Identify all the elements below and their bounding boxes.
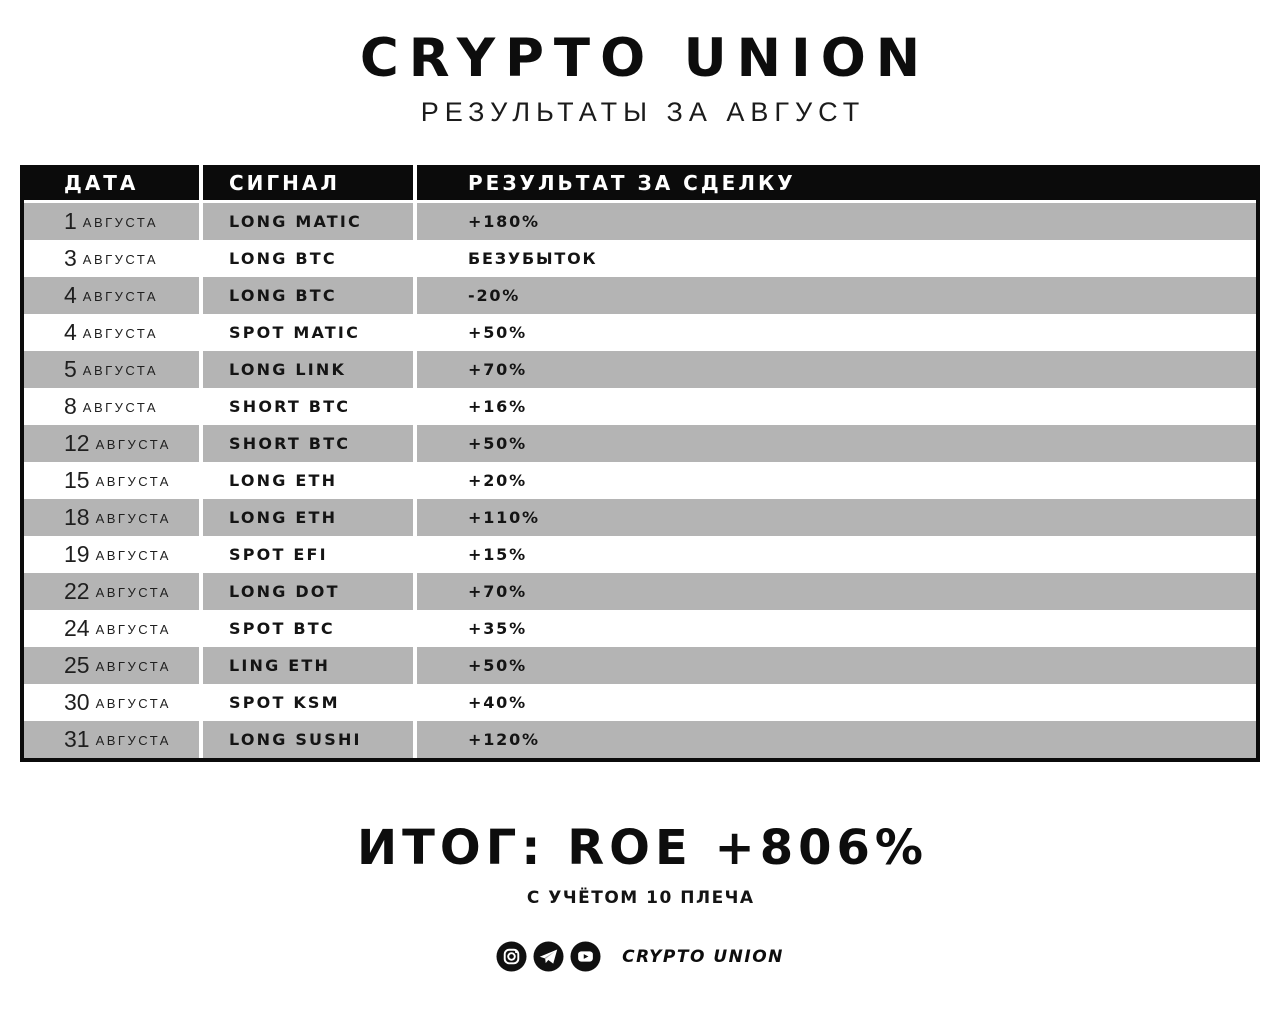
table-header-row — [24, 165, 1256, 203]
date-month: АВГУСТА — [82, 215, 159, 230]
date-month: АВГУСТА — [95, 511, 171, 526]
table-row — [24, 277, 1256, 314]
date-day: 8 — [64, 393, 77, 419]
table-row — [24, 684, 1256, 721]
table-row — [24, 573, 1256, 610]
date-month: АВГУСТА — [95, 696, 171, 711]
signal-cell: SPOT KSM — [203, 684, 417, 721]
date-day: 22 — [64, 578, 90, 604]
date-cell — [24, 388, 203, 425]
result-cell: +70% — [468, 582, 527, 601]
date-day: 3 — [64, 245, 77, 271]
result-cell: +180% — [468, 212, 540, 231]
social-brand: CRYPTO UNION — [622, 946, 784, 967]
result-cell: +16% — [468, 397, 527, 416]
date-cell — [24, 351, 203, 388]
date-cell — [24, 610, 203, 647]
signal-cell: LONG LINK — [203, 351, 417, 388]
date-month: АВГУСТА — [95, 733, 171, 748]
table-body — [24, 203, 1256, 758]
table-row — [24, 425, 1256, 462]
page-subtitle: РЕЗУЛЬТАТЫ ЗА АВГУСТ — [420, 97, 866, 127]
result-cell: -20% — [468, 286, 521, 305]
table-row — [24, 536, 1256, 573]
youtube-icon — [570, 941, 601, 972]
date-day: 31 — [64, 726, 90, 752]
date-day: 25 — [64, 652, 90, 678]
date-month: АВГУСТА — [95, 474, 171, 489]
result-cell: +20% — [468, 471, 527, 490]
column-header-signal: СИГНАЛ — [203, 165, 417, 200]
signal-cell: LONG ETH — [203, 462, 417, 499]
signal-cell: LONG MATIC — [203, 203, 417, 240]
table-row — [24, 647, 1256, 684]
table-row — [24, 203, 1256, 240]
date-day: 4 — [64, 282, 77, 308]
column-header-result: РЕЗУЛЬТАТ ЗА СДЕЛКУ — [468, 170, 796, 195]
result-cell: +15% — [468, 545, 527, 564]
result-cell: +120% — [468, 730, 540, 749]
summary-total: ИТОГ: ROE +806% — [357, 820, 928, 876]
signal-cell: LING ETH — [203, 647, 417, 684]
signal-cell: SHORT BTC — [203, 388, 417, 425]
date-month: АВГУСТА — [82, 326, 159, 341]
date-month: АВГУСТА — [82, 400, 159, 415]
date-day: 1 — [64, 208, 77, 234]
result-cell: +70% — [468, 360, 527, 379]
telegram-icon — [533, 941, 564, 972]
date-day: 15 — [64, 467, 90, 493]
table-row — [24, 388, 1256, 425]
date-day: 4 — [64, 319, 77, 345]
date-cell — [24, 647, 203, 684]
date-cell — [24, 499, 203, 536]
date-day: 12 — [64, 430, 90, 456]
column-header-date: ДАТА — [24, 165, 203, 200]
date-month: АВГУСТА — [95, 437, 171, 452]
date-cell — [24, 277, 203, 314]
date-month: АВГУСТА — [95, 622, 171, 637]
result-cell: +40% — [468, 693, 527, 712]
result-cell: +50% — [468, 434, 527, 453]
results-table — [20, 165, 1260, 762]
date-cell — [24, 314, 203, 351]
date-month: АВГУСТА — [95, 585, 171, 600]
table-row — [24, 462, 1256, 499]
table-row — [24, 499, 1256, 536]
date-cell — [24, 684, 203, 721]
date-day: 19 — [64, 541, 90, 567]
date-day: 5 — [64, 356, 77, 382]
signal-cell: LONG DOT — [203, 573, 417, 610]
date-month: АВГУСТА — [95, 659, 171, 674]
result-cell: БЕЗУБЫТОК — [468, 249, 598, 268]
date-cell — [24, 240, 203, 277]
signal-cell: LONG BTC — [203, 277, 417, 314]
signal-cell: SPOT EFI — [203, 536, 417, 573]
result-cell: +50% — [468, 656, 527, 675]
date-cell — [24, 573, 203, 610]
date-cell — [24, 462, 203, 499]
result-cell: +50% — [468, 323, 527, 342]
table-row — [24, 240, 1256, 277]
date-cell — [24, 721, 203, 758]
result-cell: +35% — [468, 619, 527, 638]
date-cell — [24, 425, 203, 462]
page-title: CRYPTO UNION — [359, 28, 931, 89]
date-day: 24 — [64, 615, 90, 641]
date-day: 18 — [64, 504, 90, 530]
signal-cell: LONG ETH — [203, 499, 417, 536]
signal-cell: SPOT BTC — [203, 610, 417, 647]
table-row — [24, 610, 1256, 647]
date-month: АВГУСТА — [82, 289, 159, 304]
date-cell — [24, 536, 203, 573]
summary-note: С УЧЁТОМ 10 ПЛЕЧА — [526, 888, 755, 908]
result-cell: +110% — [468, 508, 540, 527]
date-day: 30 — [64, 689, 90, 715]
date-month: АВГУСТА — [82, 252, 159, 267]
signal-cell: SHORT BTC — [203, 425, 417, 462]
signal-cell: SPOT MATIC — [203, 314, 417, 351]
table-row — [24, 721, 1256, 758]
table-row — [24, 314, 1256, 351]
table-row — [24, 351, 1256, 388]
date-cell — [24, 203, 203, 240]
signal-cell: LONG BTC — [203, 240, 417, 277]
date-month: АВГУСТА — [82, 363, 159, 378]
date-month: АВГУСТА — [95, 548, 171, 563]
instagram-icon — [496, 941, 527, 972]
social-row — [0, 941, 1280, 972]
signal-cell: LONG SUSHI — [203, 721, 417, 758]
